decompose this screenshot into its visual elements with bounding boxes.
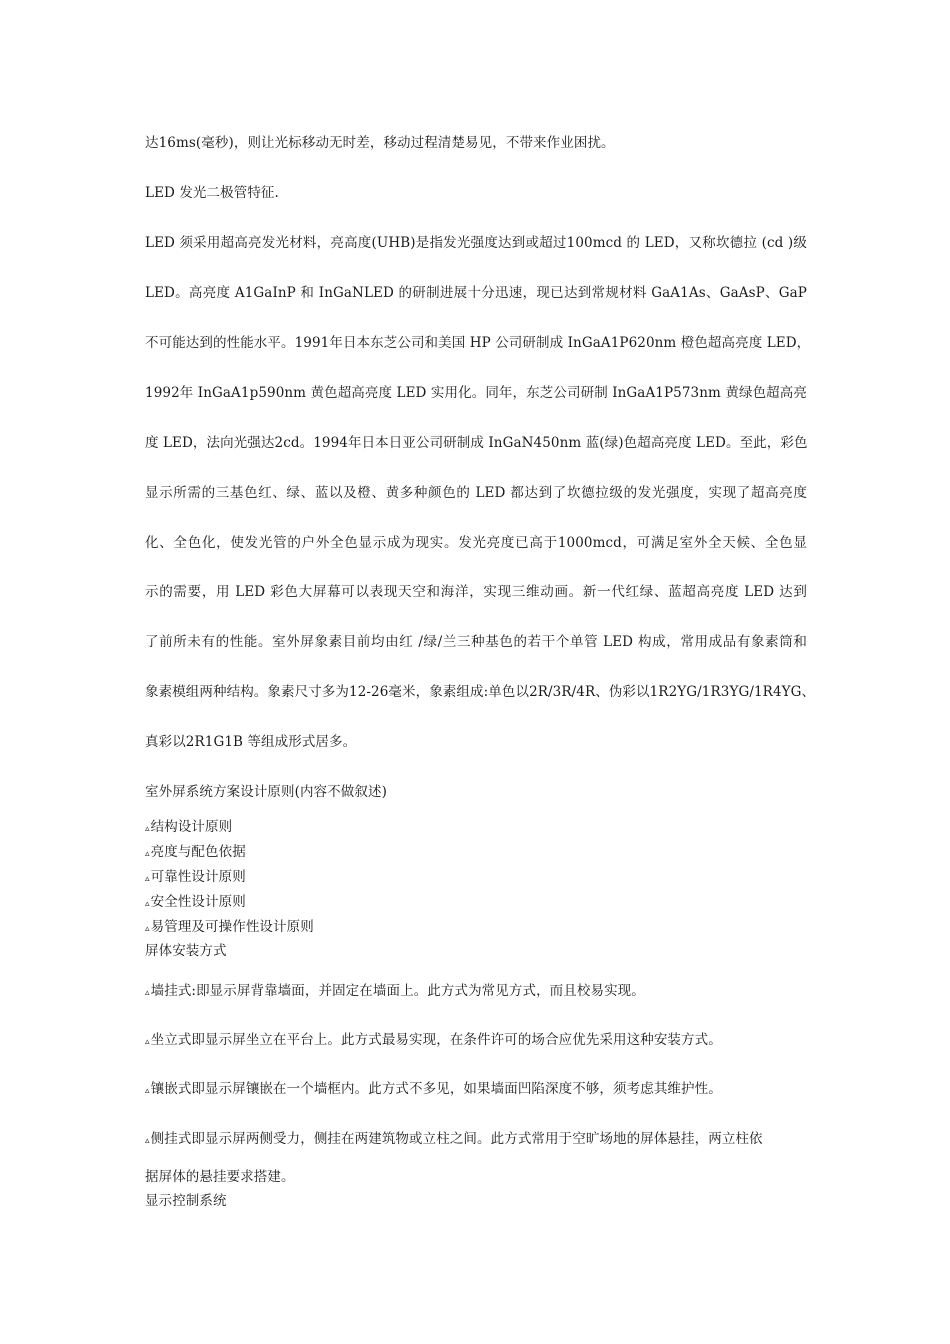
bullet-item <box>145 1031 722 1051</box>
bullet-item <box>145 1080 722 1100</box>
paragraph-line: 象素模组两种结构。象素尺寸多为12-26毫米，象素组成:单色以2R/3R/4R、伪彩以1R2YG/1R3YG/1R4YG、 <box>145 684 816 700</box>
paragraph-line: 示的需要，用 LED 彩色大屏幕可以表现天空和海洋，实现三维动画。新一代红绿、蓝超高亮度 LED 达到 <box>145 584 807 600</box>
bullet-text: 易管理及可操作性设计原则 <box>150 919 314 935</box>
section-heading-design: 室外屏系统方案设计原则(内容不做叙述) <box>145 784 387 800</box>
triangle-bullet-icon: ▵ <box>145 988 150 998</box>
section-heading-control: 显示控制系统 <box>145 1193 227 1209</box>
paragraph-line: 度 LED，法向光强达2cd。1994年日本日亚公司研制成 InGaN450nm 蓝(绿)色超高亮度 LED。至此，彩色 <box>145 435 808 451</box>
paragraph-line: LED 须采用超高亮发光材料，亮高度(UHB)是指发光强度达到或超过100mcd 的 LED，又称坎德拉 (cd )级 <box>145 235 807 251</box>
bullet-text: 墙挂式:即显示屏背靠墙面，并固定在墙面上。此方式为常见方式，而且校易实现。 <box>150 983 645 999</box>
paragraph-line: 达16ms(毫秒)，则让光标移动无时差，移动过程清楚易见，不带来作业困扰。 <box>145 135 615 151</box>
bullet-text: 结构设计原则 <box>150 819 233 835</box>
triangle-bullet-icon: ▵ <box>145 874 150 884</box>
bullet-text: 可靠性设计原则 <box>150 869 246 885</box>
bullet-text: 亮度与配色依据 <box>150 844 246 860</box>
bullet-item <box>145 1130 763 1150</box>
triangle-bullet-icon: ▵ <box>145 924 150 934</box>
paragraph-line: 化、全色化，使发光管的户外全色显示成为现实。发光亮度已高于1000mcd，可满足室外全天候、全色显 <box>145 535 807 551</box>
triangle-bullet-icon: ▵ <box>145 849 150 859</box>
triangle-bullet-icon: ▵ <box>145 1086 150 1096</box>
triangle-bullet-icon: ▵ <box>145 899 150 909</box>
section-heading-install: 屏体安装方式 <box>145 943 227 959</box>
paragraph-line: 了前所未有的性能。室外屏象素目前均由红 /绿/兰三种基色的若干个单管 LED 构成，常用成品有象素筒和 <box>145 634 807 650</box>
bullet-item <box>145 868 246 888</box>
paragraph-line: LED。高亮度 A1GaInP 和 InGaNLED 的研制进展十分迅速，现已达到常规材料 GaA1As、GaAsP、GaP <box>145 285 807 301</box>
bullet-item <box>145 818 232 838</box>
triangle-bullet-icon: ▵ <box>145 824 150 834</box>
triangle-bullet-icon: ▵ <box>145 1037 150 1047</box>
bullet-text: 镶嵌式即显示屏镶嵌在一个墙框内。此方式不多见，如果墙面凹陷深度不够，须考虑其维护性。 <box>150 1081 722 1097</box>
paragraph-line: 真彩以2R1G1B 等组成形式居多。 <box>145 734 357 750</box>
bullet-item <box>145 918 314 938</box>
paragraph-line: 不可能达到的性能水平。1991年日本东芝公司和美国 HP 公司研制成 InGaA1P620nm 橙色超高亮度 LED， <box>145 335 811 351</box>
bullet-item <box>145 843 246 863</box>
section-heading-led: LED 发光二极管特征. <box>145 185 279 201</box>
bullet-item <box>145 893 246 913</box>
paragraph-line: 显示所需的三基色红、绿、蓝以及橙、黄多种颜色的 LED 都达到了坎德拉级的发光强度，实现了超高亮度 <box>145 485 807 501</box>
bullet-text: 安全性设计原则 <box>150 894 246 910</box>
bullet-text: 侧挂式即显示屏两侧受力，侧挂在两建筑物或立柱之间。此方式常用于空旷场地的屏体悬挂，两立柱依 <box>150 1131 763 1147</box>
triangle-bullet-icon: ▵ <box>145 1136 150 1146</box>
bullet-item <box>145 982 645 1002</box>
paragraph-line: 据屏体的悬挂要求搭建。 <box>145 1169 295 1185</box>
paragraph-line: 1992年 InGaA1p590nm 黄色超高亮度 LED 实用化。同年，东芝公司研制 InGaA1P573nm 黄绿色超高亮 <box>145 385 807 401</box>
bullet-text: 坐立式即显示屏坐立在平台上。此方式最易实现，在条件许可的场合应优先采用这种安装方式。 <box>150 1032 722 1048</box>
